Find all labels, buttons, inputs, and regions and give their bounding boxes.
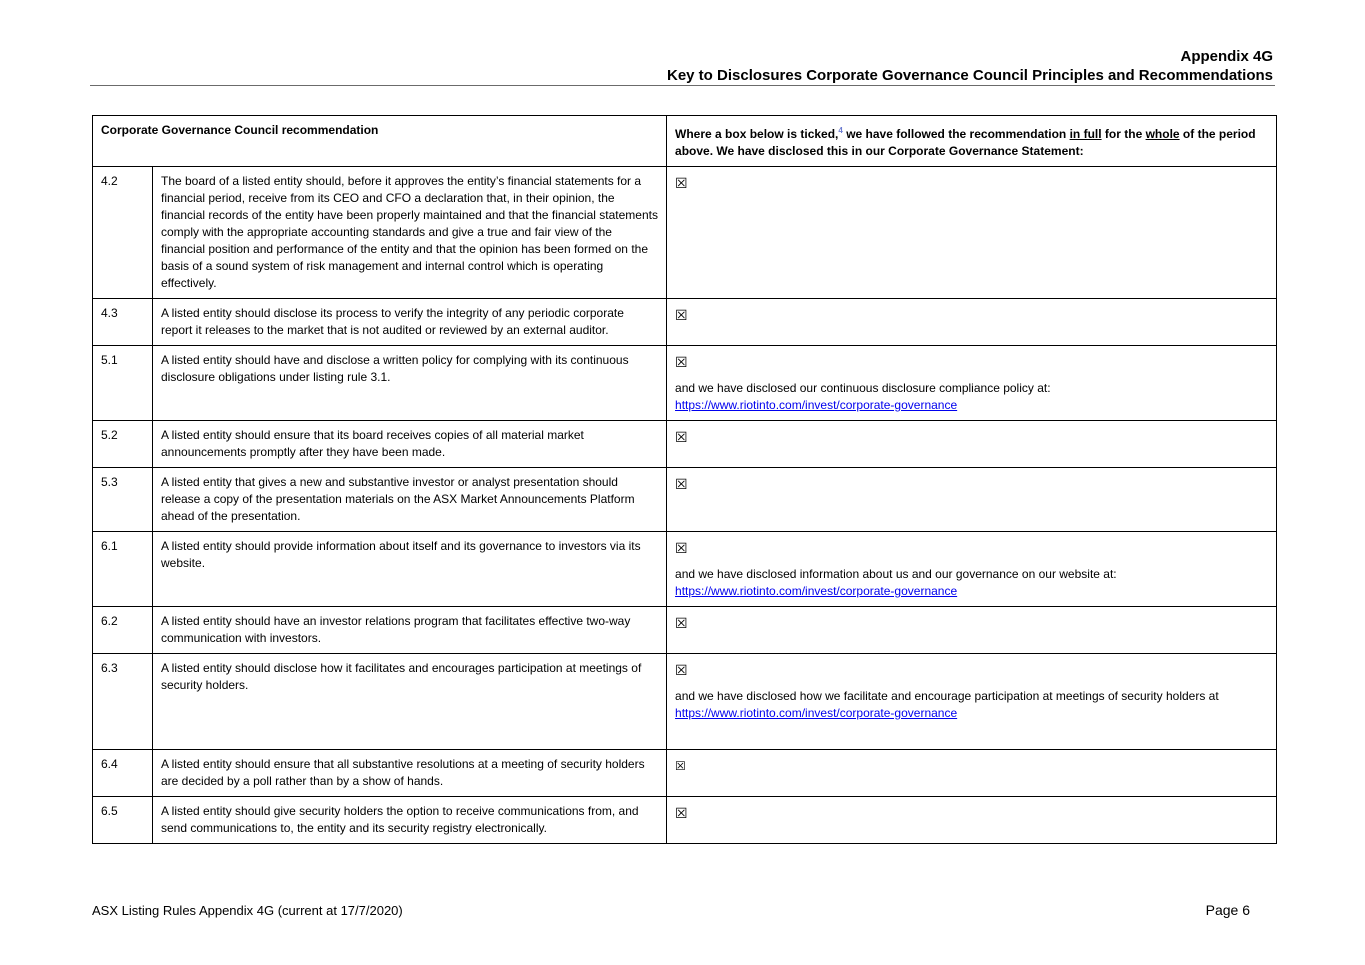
governance-link[interactable]: https://www.riotinto.com/invest/corporate-governance xyxy=(675,706,958,720)
checked-checkbox-icon[interactable]: ☒ xyxy=(675,615,688,631)
header-text-a: Where a box below is ticked, xyxy=(675,127,839,141)
checked-checkbox-icon[interactable]: ☒ xyxy=(675,662,688,678)
governance-link[interactable]: https://www.riotinto.com/invest/corporate-governance xyxy=(675,584,958,598)
checked-checkbox-icon[interactable]: ☒ xyxy=(675,429,688,445)
rec-status-cell xyxy=(667,167,1277,299)
disclosure-note: and we have disclosed how we facilitate and encourage participation at meetings of security holders at xyxy=(675,689,1219,703)
recommendations-table xyxy=(92,115,1277,844)
rec-number: 4.3 xyxy=(93,299,153,346)
table-row xyxy=(93,654,1277,750)
rec-text: A listed entity should disclose how it facilitates and encourages participation at meetings of security holders. xyxy=(153,654,667,750)
table-row xyxy=(93,299,1277,346)
rec-number: 6.4 xyxy=(93,750,153,797)
header-text-b: we have followed the recommendation xyxy=(842,127,1070,141)
header-in-full: in full xyxy=(1069,127,1102,141)
rec-status-cell xyxy=(667,654,1277,750)
header-subtitle: Key to Disclosures Corporate Governance Council Principles and Recommendations xyxy=(667,67,1273,84)
rec-text: A listed entity should give security holders the option to receive communications from, and send communications to, the entity and its security registry electronically. xyxy=(153,797,667,844)
disclosure-note: and we have disclosed our continuous disclosure compliance policy at: xyxy=(675,381,1051,395)
disclosure-note: and we have disclosed information about us and our governance on our website at: xyxy=(675,567,1117,581)
page-header xyxy=(667,47,1273,85)
table-row xyxy=(93,346,1277,421)
rec-text: The board of a listed entity should, before it approves the entity’s financial statements for a financial period, receive from its CEO and CFO a declaration that, in their opinion, the financial records of the entity have been properly maintained and that the financial statements comply with the appropriate accounting standards and give a true and fair view of the financial position and performance of the entity and that the opinion has been formed on the basis of a sound system of risk management and internal control which is operating effectively. xyxy=(153,167,667,299)
rec-text: A listed entity should ensure that all substantive resolutions at a meeting of security holders are decided by a poll rather than by a show of hands. xyxy=(153,750,667,797)
header-divider xyxy=(90,85,1275,86)
table-row xyxy=(93,421,1277,468)
rec-text: A listed entity that gives a new and substantive investor or analyst presentation should release a copy of the presentation materials on the ASX Market Announcements Platform ahead of the presentation. xyxy=(153,468,667,532)
rec-status-cell xyxy=(667,797,1277,844)
table-row xyxy=(93,532,1277,607)
rec-status-cell xyxy=(667,750,1277,797)
table-row xyxy=(93,167,1277,299)
checked-checkbox-icon[interactable]: ☒ xyxy=(675,476,688,492)
rec-status-cell xyxy=(667,532,1277,607)
col-followed-header xyxy=(667,116,1277,167)
rec-text: A listed entity should provide information about itself and its governance to investors via its website. xyxy=(153,532,667,607)
header-text-c: for the xyxy=(1101,127,1146,141)
rec-text: A listed entity should have an investor relations program that facilitates effective two-way communication with investors. xyxy=(153,607,667,654)
footnote-ref[interactable]: 4 xyxy=(838,126,843,135)
rec-number: 6.1 xyxy=(93,532,153,607)
header-whole: whole xyxy=(1145,127,1180,141)
col-recommendation-header: Corporate Governance Council recommendation xyxy=(93,116,667,167)
checked-checkbox-icon[interactable]: ☒ xyxy=(675,540,688,556)
rec-number: 5.2 xyxy=(93,421,153,468)
table-header-row xyxy=(93,116,1277,167)
governance-link[interactable]: https://www.riotinto.com/invest/corporate-governance xyxy=(675,398,958,412)
rec-status-cell xyxy=(667,346,1277,421)
table-row xyxy=(93,750,1277,797)
footer-page-number: Page 6 xyxy=(1205,902,1250,918)
rec-text: A listed entity should have and disclose a written policy for complying with its continuous disclosure obligations under listing rule 3.1. xyxy=(153,346,667,421)
table-row xyxy=(93,607,1277,654)
header-text-d: of the period above. We have disclosed this in our Corporate Governance Statement: xyxy=(675,127,1256,158)
header-title: Appendix 4G xyxy=(1180,48,1273,65)
rec-number: 6.3 xyxy=(93,654,153,750)
checked-checkbox-icon[interactable]: ☒ xyxy=(675,805,688,821)
table-row xyxy=(93,797,1277,844)
checked-checkbox-icon[interactable]: ☒ xyxy=(675,307,688,323)
rec-status-cell xyxy=(667,299,1277,346)
rec-number: 4.2 xyxy=(93,167,153,299)
rec-status-cell xyxy=(667,468,1277,532)
rec-number: 6.2 xyxy=(93,607,153,654)
footer-document-reference: ASX Listing Rules Appendix 4G (current at 17/7/2020) xyxy=(92,903,403,918)
rec-status-cell xyxy=(667,421,1277,468)
rec-status-cell xyxy=(667,607,1277,654)
checked-checkbox-icon[interactable]: ☒ xyxy=(675,759,686,773)
rec-number: 5.1 xyxy=(93,346,153,421)
rec-number: 6.5 xyxy=(93,797,153,844)
rec-text: A listed entity should ensure that its board receives copies of all material market announcements promptly after they have been made. xyxy=(153,421,667,468)
table-row xyxy=(93,468,1277,532)
rec-number: 5.3 xyxy=(93,468,153,532)
checked-checkbox-icon[interactable]: ☒ xyxy=(675,175,688,191)
checked-checkbox-icon[interactable]: ☒ xyxy=(675,354,688,370)
rec-text: A listed entity should disclose its process to verify the integrity of any periodic corporate report it releases to the market that is not audited or reviewed by an external auditor. xyxy=(153,299,667,346)
